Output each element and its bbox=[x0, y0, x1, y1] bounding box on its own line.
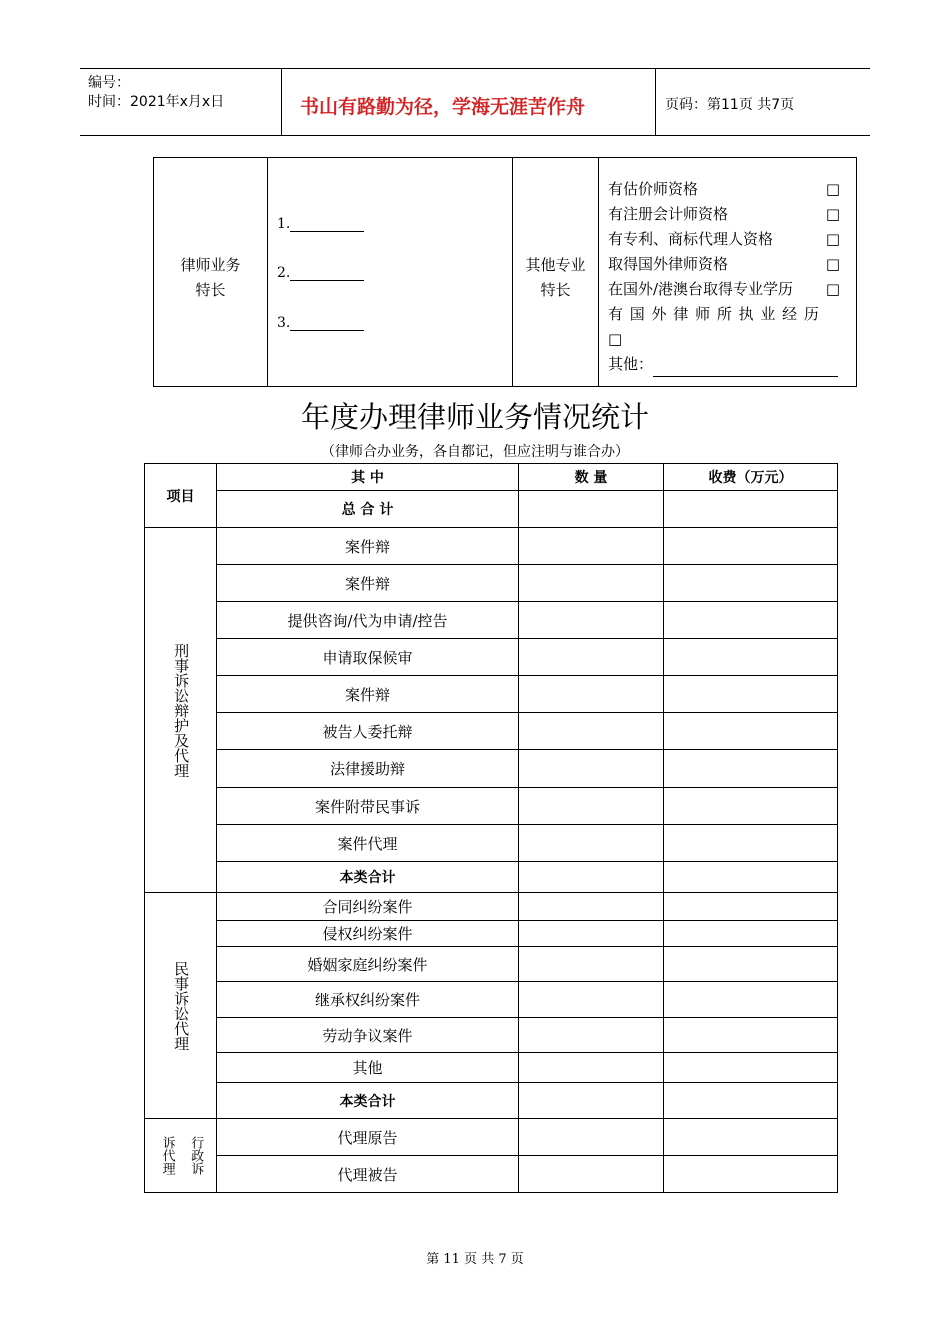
fee-header-text: 收费（万元） bbox=[708, 470, 793, 486]
criminal-row-label bbox=[216, 601, 519, 639]
fee-cell[interactable] bbox=[663, 527, 838, 565]
admin-row-label bbox=[216, 1118, 519, 1156]
lawyer-specialty-items-cell bbox=[267, 157, 513, 387]
criminal-row-label bbox=[216, 564, 519, 602]
motto-text: 书山有路勤为径，学海无涯苦作舟 bbox=[300, 96, 586, 118]
checkbox-item[interactable]: 取得国外律师资格 □ bbox=[608, 252, 840, 277]
count-cell[interactable] bbox=[518, 638, 664, 676]
count-cell[interactable] bbox=[518, 675, 664, 713]
civil-row-label-text: 合同纠纷案件 bbox=[322, 898, 413, 916]
civil-total-label bbox=[216, 1082, 519, 1119]
civil-row-label bbox=[216, 920, 519, 947]
criminal-section-label bbox=[144, 527, 217, 893]
count-cell[interactable] bbox=[518, 920, 664, 947]
criminal-row-label-text: 提供咨询/代为申请/控告 bbox=[287, 611, 448, 630]
count-cell[interactable] bbox=[518, 1155, 664, 1193]
fee-cell[interactable] bbox=[663, 712, 838, 750]
footer-page-number: 第 11 页 共 7 页 bbox=[426, 1252, 524, 1267]
admin-row-label-text: 代理被告 bbox=[337, 1165, 398, 1184]
checkbox-item[interactable]: 有专利、商标代理人资格 □ bbox=[608, 227, 840, 252]
checkbox-item[interactable]: 在国外/港澳台取得专业学历 □ bbox=[608, 277, 840, 302]
header-bottom-rule bbox=[80, 135, 870, 136]
other-specialty-checks-cell bbox=[598, 157, 857, 387]
fee-cell[interactable] bbox=[663, 1017, 838, 1053]
page-label: 页码：第11页 共7页 bbox=[665, 97, 795, 113]
criminal-row-label bbox=[216, 787, 519, 825]
criminal-row-label bbox=[216, 675, 519, 713]
fee-cell[interactable] bbox=[663, 490, 838, 528]
fee-cell[interactable] bbox=[663, 601, 838, 639]
specialty-item[interactable]: 2. bbox=[277, 265, 364, 281]
criminal-row-label bbox=[216, 824, 519, 862]
count-cell[interactable] bbox=[518, 564, 664, 602]
other-specialty-label: 特长 bbox=[540, 281, 571, 299]
fee-cell[interactable] bbox=[663, 946, 838, 982]
civil-row-label bbox=[216, 1017, 519, 1053]
criminal-row-label bbox=[216, 527, 519, 565]
civil-total-label-text: 本类合计 bbox=[339, 1093, 396, 1110]
stats-subtitle: （律师合办业务，各自都记，但应注明与谁合办） bbox=[321, 444, 629, 460]
count-header-text: 数 量 bbox=[574, 470, 608, 486]
fee-cell[interactable] bbox=[663, 981, 838, 1018]
checkbox-icon: □ bbox=[825, 230, 840, 248]
civil-row-label-text: 其他 bbox=[352, 1059, 383, 1077]
specialty-item[interactable]: 1. bbox=[277, 216, 364, 232]
count-cell[interactable] bbox=[518, 1017, 664, 1053]
fee-cell[interactable] bbox=[663, 675, 838, 713]
count-header bbox=[518, 463, 664, 491]
count-cell[interactable] bbox=[518, 861, 664, 893]
criminal-row-label-text: 案件辩 bbox=[344, 685, 390, 704]
fee-cell[interactable] bbox=[663, 824, 838, 862]
item-header bbox=[144, 463, 217, 528]
civil-row-label-text: 劳动争议案件 bbox=[322, 1026, 413, 1045]
count-cell[interactable] bbox=[518, 527, 664, 565]
count-cell[interactable] bbox=[518, 490, 664, 528]
fee-cell[interactable] bbox=[663, 638, 838, 676]
criminal-row-label bbox=[216, 749, 519, 788]
count-cell[interactable] bbox=[518, 749, 664, 788]
count-cell[interactable] bbox=[518, 712, 664, 750]
criminal-row-label bbox=[216, 712, 519, 750]
grand-total-label bbox=[216, 490, 519, 528]
other-line[interactable]: 其他： bbox=[608, 352, 848, 377]
civil-row-label-text: 婚姻家庭纠纷案件 bbox=[307, 955, 428, 974]
count-cell[interactable] bbox=[518, 824, 664, 862]
criminal-row-label-text: 被告人委托辩 bbox=[322, 722, 413, 741]
fee-cell[interactable] bbox=[663, 787, 838, 825]
checkbox-item[interactable]: 有注册会计师资格 □ bbox=[608, 202, 840, 227]
other-specialty-label-cell bbox=[512, 157, 599, 387]
checkbox-icon[interactable]: □ bbox=[608, 330, 623, 348]
civil-row-label bbox=[216, 1052, 519, 1083]
admin-row-label-text: 代理原告 bbox=[337, 1128, 398, 1147]
foreign-experience-line: 有 国 外 律 师 所 执 业 经 历 bbox=[608, 305, 820, 323]
admin-section-text: 行政诉 bbox=[188, 1136, 204, 1175]
other-specialty-label: 其他专业 bbox=[525, 256, 586, 274]
stats-title: 年度办理律师业务情况统计 bbox=[300, 400, 649, 434]
civil-row-label-text: 继承权纠纷案件 bbox=[314, 991, 420, 1009]
criminal-row-label-text: 法律援助辩 bbox=[329, 760, 405, 778]
header-divider bbox=[655, 68, 656, 135]
fee-cell[interactable] bbox=[663, 1155, 838, 1193]
lawyer-specialty-label: 特长 bbox=[195, 281, 226, 299]
count-cell[interactable] bbox=[518, 601, 664, 639]
criminal-total-label-text: 本类合计 bbox=[339, 870, 396, 886]
item-header-text: 项目 bbox=[166, 488, 195, 505]
checkbox-icon: □ bbox=[825, 280, 840, 298]
fee-cell[interactable] bbox=[663, 1118, 838, 1156]
fee-cell[interactable] bbox=[663, 749, 838, 788]
criminal-total-label bbox=[216, 861, 519, 893]
checkbox-icon: □ bbox=[825, 205, 840, 223]
count-cell[interactable] bbox=[518, 946, 664, 982]
civil-section-label bbox=[144, 892, 217, 1119]
fee-cell[interactable] bbox=[663, 920, 838, 947]
count-cell[interactable] bbox=[518, 892, 664, 921]
criminal-row-label-text: 案件代理 bbox=[337, 834, 398, 853]
admin-section-text: 诉代理 bbox=[159, 1136, 175, 1175]
civil-row-label-text: 侵权纠纷案件 bbox=[322, 925, 413, 943]
fee-cell[interactable] bbox=[663, 1052, 838, 1083]
count-cell[interactable] bbox=[518, 1052, 664, 1083]
count-cell[interactable] bbox=[518, 1082, 664, 1119]
criminal-row-label-text: 案件辩 bbox=[344, 574, 390, 593]
count-cell[interactable] bbox=[518, 1118, 664, 1156]
civil-row-label bbox=[216, 892, 519, 921]
criminal-section-text: 刑事诉讼辩护及代理 bbox=[172, 642, 191, 778]
criminal-row-label-text: 案件附带民事诉 bbox=[314, 797, 420, 816]
fee-header bbox=[663, 463, 838, 491]
fee-cell[interactable] bbox=[663, 892, 838, 921]
civil-section-text: 民事诉讼代理 bbox=[172, 960, 191, 1051]
checkbox-item[interactable]: 有估价师资格 □ bbox=[608, 177, 840, 202]
admin-section-label bbox=[144, 1118, 217, 1193]
time-label: 时间：2021年x月x日 bbox=[88, 94, 225, 110]
count-cell[interactable] bbox=[518, 981, 664, 1018]
checkbox-icon: □ bbox=[825, 255, 840, 273]
lawyer-specialty-label-cell bbox=[153, 157, 268, 387]
fee-cell[interactable] bbox=[663, 861, 838, 893]
header-top-rule bbox=[80, 68, 870, 69]
count-cell[interactable] bbox=[518, 787, 664, 825]
criminal-row-label bbox=[216, 638, 519, 676]
sub-header bbox=[216, 463, 519, 491]
civil-row-label bbox=[216, 981, 519, 1018]
criminal-row-label-text: 案件辩 bbox=[344, 537, 390, 556]
criminal-row-label-text: 申请取保候审 bbox=[322, 648, 413, 667]
lawyer-specialty-label: 律师业务 bbox=[180, 256, 241, 274]
checkbox-icon: □ bbox=[825, 180, 840, 198]
number-label: 编号： bbox=[88, 75, 130, 91]
sub-header-text: 其 中 bbox=[351, 470, 384, 486]
fee-cell[interactable] bbox=[663, 1082, 838, 1119]
fee-cell[interactable] bbox=[663, 564, 838, 602]
grand-total-label-text: 总 合 计 bbox=[341, 502, 394, 518]
admin-row-label bbox=[216, 1155, 519, 1193]
header-divider bbox=[281, 68, 282, 135]
civil-row-label bbox=[216, 946, 519, 982]
specialty-item[interactable]: 3. bbox=[277, 315, 364, 331]
